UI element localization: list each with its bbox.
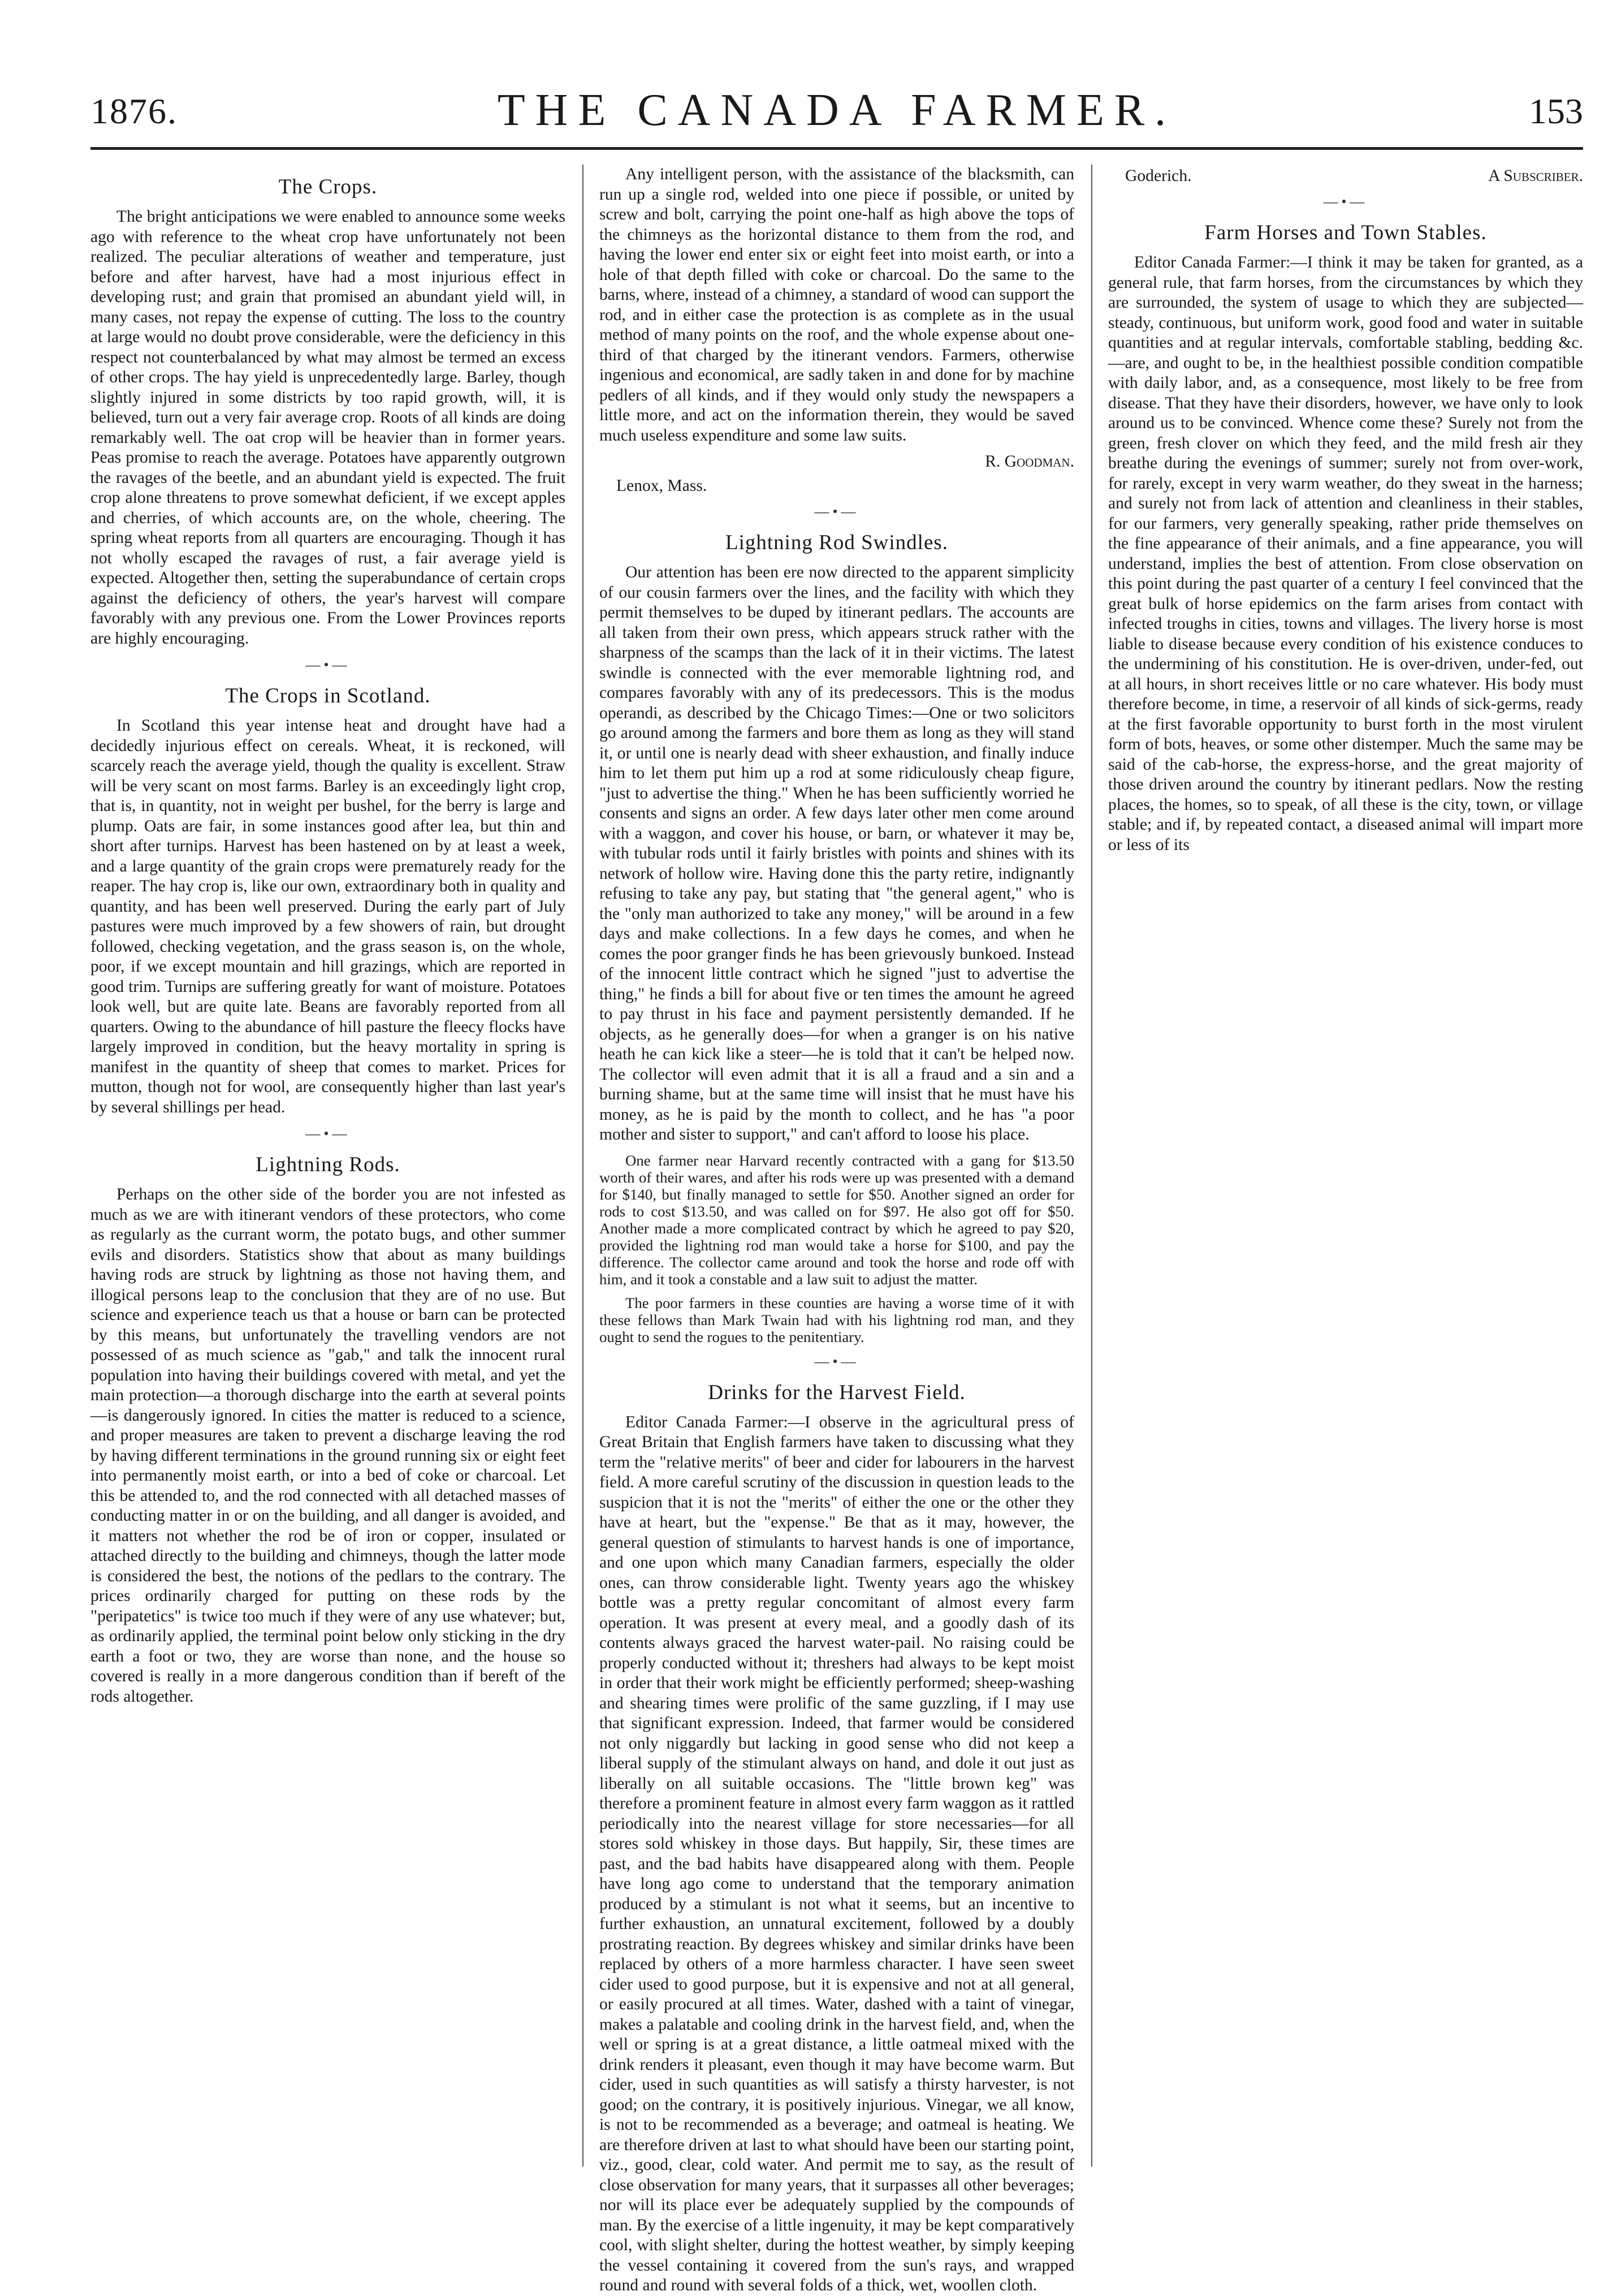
article-paragraph: Our attention has been ere now directed to the apparent simplicity of our cousin farmers over the lines, and the facility with which they permit themselves to be duped by itinerant pedlars. The accounts are all taken from their own press, which appears struck rather with the sharpness of the scamps than the lack of it in their victims. The latest swindle is connected with the ever memorable lightning rod, and compares favorably with any of its predecessors. This is the modus operandi, as described by the Chicago Times:—One or two solicitors go around among the farmers and bore them as long as they will stand it, or until one is nearly dead with sheer exhaustion, and finally induce him to let them put him up a rod at some ridiculously cheap figure, "just to advertise the thing." When he has been sufficiently worried he consents and signs an order. A few days later other men come around with a waggon, and cover his house, or barn, or whatever it may be, with tubular rods until it fairly bristles with points and shines with its network of hollow wire. Having done this the party retire, indignantly refusing to take any pay, but stating that "the general agent," who is the "only man authorized to take any money," will be around in a few days and make collections. In a few days he comes, and when he comes the poor granger finds he has been grievously bunkoed. Instead of the innocent little contract which he signed "just to advertise the thing," he finds a bill for about five or ten times the amount he agreed to pay thrust in his face and payment persistently demanded. If he objects, as he generally does—for when a granger is on his native heath he can kick like a steer—he is told that it can't be helped now. The collector will even admit that it is all a fraud and a sin and a burning shame, but at the same time will insist that he must have his money, as he is paid by the month to collect, and he has "a poor mother and sister to support," and can't afford to loose his place. <box>599 563 1074 1143</box>
article-paragraph: Editor Canada Farmer:—I observe in the agricultural press of Great Britain that English farmers have taken to discussing what they term the "relative merits" of beer and cider for labourers in the harvest field. A more careful scrutiny of the discussion in question leads to the suspicion that it is not the "merits" of either the one or the other they have at heart, but the "expense." Be that as it may, however, the general question of stimulants to harvest hands is one of importance, and one upon which many Canadian farmers, especially the older ones, can throw considerable light. Twenty years ago the whiskey bottle was a pretty regular concomitant of almost every farm operation. It was present at every meal, and a goodly dash of its contents always graced the harvest water-pail. No raising could be properly conducted without it; threshers had always to be kept moist in order that their work might be efficiently performed; sheep-washing and shearing times were prolific of the same guzzling, if I may use that significant expression. Indeed, that farmer would be considered not only niggardly but lacking in good sense who did not keep a liberal supply of the stimulant always on hand, and dole it out just as liberally on all suitable occasions. The "little brown keg" was therefore a prominent feature in almost every farm waggon as it rattled periodically into the nearest village for store necessaries—for all stores sold whiskey in those days. But happily, Sir, these times are past, and the bad habits have disappeared along with them. People have long ago come to understand that the temporary animation produced by a stimulant is not what it seems, but an incentive to further exhaustion, an unnatural excitement, followed by a doubly prostrating reaction. By degrees whiskey and similar drinks have been replaced by others of a more harmless character. I have seen sweet cider used to good purpose, but it is expensive and not at all general, or easily procured at all times. Water, dashed with a taint of vinegar, makes a palatable and cooling drink in the harvest field, and, when the well or spring is at a great distance, a little oatmeal mixed with the drink renders it pleasant, even though it may have become warm. But cider, used in such quantities as will satisfy a thirsty harvester, is not good; on the contrary, it is positively injurious. Vinegar, we all know, is not to be recommended as a beverage; and oatmeal is heating. We are therefore driven at last to what should have been our starting point, viz., good, clear, cold water. And permit me to say, as the result of close observation for many years, that it surpasses all other beverages; nor will its place ever be adequately supplied by the compounds of man. By the exercise of a little ingenuity, it may be kept comparatively cool, with slight shelter, during the hottest weather, by simply keeping the vessel containing it covered from the sun's rays, and wrapped round and round with several folds of a thick, wet, woollen cloth. <box>599 1413 1074 2294</box>
article-title: Farm Horses and Town Stables. <box>1204 221 1487 244</box>
article-paragraph: One farmer near Harvard recently contracted with a gang for $13.50 worth of their wares, and after his rods were up was presented with a demand for $140, but finally managed to settle for $50. Another signed an order for rods to cost $13.50, and was called on for $97. He also got off for $50. Another made a more complicated contract by which he agreed to pay $20, provided the lightning rod man would take a horse for $100, and pay the difference. The collector came around and took the horse and rode off with him, and it took a constable and a law suit to adjust the matter. <box>599 1151 1074 1288</box>
section-separator: —•— <box>305 657 351 673</box>
signature: R. Goodman. <box>985 452 1074 471</box>
newspaper-title: THE CANADA FARMER. <box>497 85 1177 135</box>
column-3 <box>1091 165 1583 2166</box>
masthead-rule <box>90 147 1583 150</box>
article-title: Lightning Rod Swindles. <box>725 531 949 554</box>
masthead <box>90 85 1583 141</box>
year: 1876. <box>90 91 178 131</box>
signature-row <box>1108 167 1583 185</box>
signature: A Subscriber. <box>1488 167 1583 185</box>
article-paragraph: In Scotland this year intense heat and drought have had a decidedly injurious effect on cereals. Wheat, it is reckoned, will scarcely reach the average yield, though the quality is excellent. Straw will be very scant on most farms. Barley is an exceedingly light crop, that is, in quantity, not in weight per bushel, for the berry is large and plump. Oats are fair, in some instances good after lea, but thin and short after turnips. Harvest has been hastened on by at least a week, and a large quantity of the grain crops were prematurely ready for the reaper. The hay crop is, like our own, extraordinary both in quality and quantity, and has been well preserved. During the early part of July pastures were much improved by a few showers of rain, but drought followed, checking vegetation, and the grass season is, on the whole, poor, if we except mountain and hill grazings, which are reported in good trim. Turnips are suffering greatly for want of moisture. Potatoes look well, but are quite late. Beans are favorably reported from all quarters. Owing to the abundance of hill pasture the fleecy flocks have largely improved in condition, but the heavy mortality in spring is manifest in the quantity of sheep that comes to market. Prices for mutton, though not for wool, are consequently higher than last year's by several shillings per head. <box>90 717 565 1116</box>
section-separator: —•— <box>814 503 859 520</box>
columns <box>90 165 1583 2294</box>
article-title: Drinks for the Harvest Field. <box>708 1380 966 1404</box>
dateline: Lenox, Mass. <box>616 477 707 495</box>
dateline: Goderich. <box>1125 167 1192 185</box>
column-1 <box>90 165 565 2166</box>
section-separator: —•— <box>1323 193 1368 210</box>
section-separator: —•— <box>305 1125 351 1142</box>
article-title: Lightning Rods. <box>256 1153 400 1176</box>
article-paragraph: The bright anticipations we were enabled to announce some weeks ago with reference to the wheat crop have unfortunately not been realized. The peculiar alterations of weather and temperature, just before and after harvest, have had a most injurious effect in developing rust; and grain that promised an abundant yield will, in many cases, not repay the expense of cutting. The loss to the country at large would no doubt prove considerable, were the deficiency in this respect not counterbalanced by what may almost be termed an excess of other crops. The hay yield is unprecedentedly large. Barley, though slightly injured in some districts by too rapid growth, will, it is believed, turn out a very fair average crop. Roots of all kinds are doing remarkably well. The oat crop will be heavier than in former years. Peas promise to reach the average. Potatoes have apparently outgrown the ravages of the beetle, and an abundant yield is expected. The fruit crop alone threatens to prove somewhat deficient, if we except apples and cherries, of which accounts are, on the whole, cheering. The spring wheat reports from all quarters are encouraging. Though it has not wholly escaped the ravages of rust, a fair average yield is expected. Altogether then, setting the superabundance of certain crops against the deficiency of others, the year's harvest will compare favorably with any previous one. From the Lower Provinces reports are highly encouraging. <box>90 208 565 648</box>
section-separator: —•— <box>814 1353 859 1370</box>
article-paragraph: The poor farmers in these counties are having a worse time of it with these fellows than Mark Twain had with his lightning rod man, and they ought to send the rogues to the penitentiary. <box>599 1294 1074 1345</box>
article-paragraph: Any intelligent person, with the assistance of the blacksmith, can run up a single rod, welded into one piece if possible, or united by screw and bolt, carrying the point one-half as high above the tops of the chimneys as the horizontal distance to them from the rod, and having the lower end enter six or eight feet into moist earth, or into a hole of that depth filled with coke or charcoal. Do the same to the barns, where, instead of a chimney, a standard of wood can support the rod, and in either case the protection is as complete as in the usual method of many points on the roof, and the whole expense about one-third of that charged by the itinerant vendors. Farmers, otherwise ingenious and economical, are sadly taken in and done for by machine pedlers of all kinds, and if they would only study the newspapers a little more, and act on the information therein, they would be saved much useless expenditure and some law suits. <box>599 165 1074 444</box>
article-paragraph: Editor Canada Farmer:—I think it may be taken for granted, as a general rule, that farm horses, from the circumstances by which they are surrounded, the system of usage to which they are subjected—steady, continuous, but uniform work, good food and water in suitable quantities and at regular intervals, comfortable stabling, bedding &c.—are, and ought to be, in the healthiest possible condition compatible with daily labor, and, as a consequence, most likely to be free from disease. That they have their disorders, however, we have only to look around us to be convinced. Whence come these? Surely not from the green, fresh clover on which they feed, and the mild fresh air they breathe during the evenings of summer; surely not from over-work, for rarely, except in very warm weather, do they sweat in the harness; and surely not from lack of attention and cleanliness in their stables, for our farmers, very generally speaking, rather pride themselves on the fine appearance of their animals, and a fine appearance, you will understand, implies the best of attention. From close observation on this point during the past quarter of a century I feel convinced that the great bulk of horse epidemics on the farm arises from contact with infected troughs in cities, towns and villages. The livery horse is most liable to disease because every condition of his existence conduces to the undermining of his constitution. He is over-driven, under-fed, out at all hours, in short receives little or no care whatever. His body must therefore become, in time, a reservoir of all kinds of sick-germs, ready at the first favorable opportunity to burst forth in the most virulent form of bots, heaves, or some other distemper. Much the same may be said of the cab-horse, the express-horse, and the great majority of those driven around the country by itinerant pedlars. Now the resting places, the homes, so to speak, of all these is the city, town, or village stable; and if, by repeated contact, a diseased animal will impart more or less of its <box>1108 253 1583 854</box>
column-2 <box>582 165 1074 2294</box>
page-number: 153 <box>1529 91 1583 131</box>
article-title: The Crops. <box>278 175 378 198</box>
article-paragraph: Perhaps on the other side of the border you are not infested as much as we are with itinerant vendors of these protectors, who come as regularly as the currant worm, the potato bugs, and other summer evils and disorders. Statistics show that about as many buildings having rods are struck by lightning as those not having them, and illogical persons leap to the conclusion that they are of no use. But science and experience teach us that a house or barn can be protected by this means, but unfortunately the travelling vendors are not possessed of as much science as "gab," and talk the innocent rural population into having their buildings covered with metal, and yet the main protection—a thorough discharge into the earth at several points—is dangerously ignored. In cities the matter is reduced to a science, and proper measures are taken to prevent a discharge leaving the rod by having different terminations in the ground running six or eight feet into permanently moist earth, or into a bed of coke or charcoal. Let this be attended to, and the rod connected with all detached masses of conducting matter in or on the building, and all danger is avoided, and it matters not whether the rod be of iron or copper, insulated or attached directly to the building and chimneys, though the latter mode is considered the best, the notions of the pedlars to the contrary. The prices ordinarily charged for putting on these rods by the "peripatetics" is twice too much if they were of any use whatever; but, as ordinarily applied, the terminal point below only sticking in the dry earth a foot or two, they are worse than none, and the house so covered is really in a more dangerous condition than if bereft of the rods altogether. <box>90 1185 565 1706</box>
article-title: The Crops in Scotland. <box>225 684 431 707</box>
